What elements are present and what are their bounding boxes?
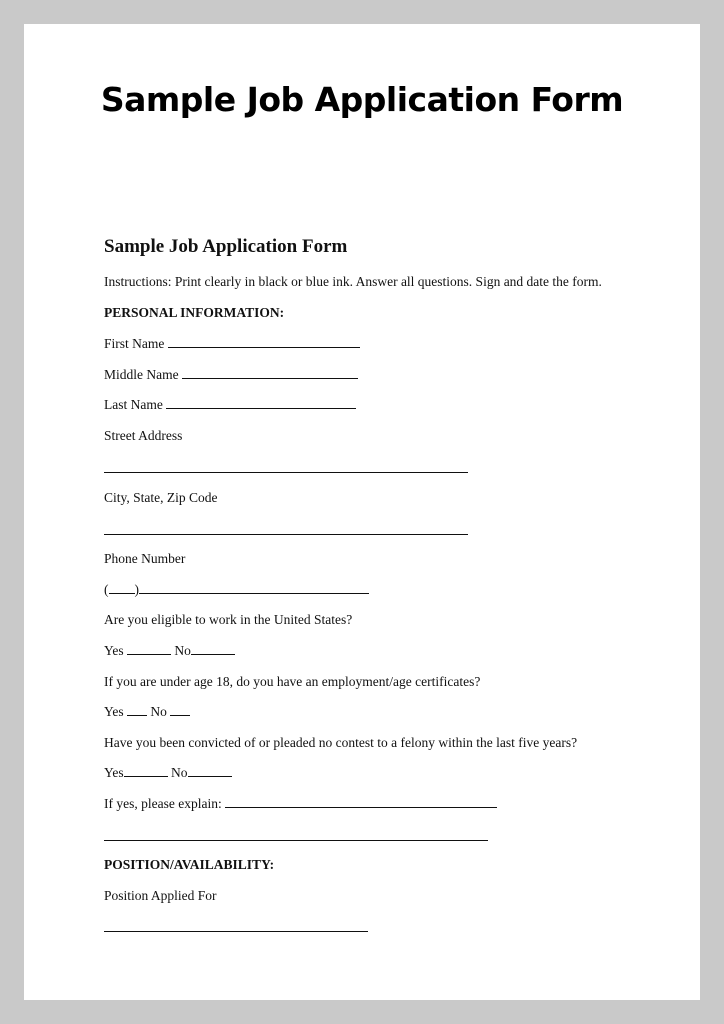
street-address-label: Street Address	[104, 428, 183, 443]
eligible-yes-field[interactable]	[127, 641, 171, 655]
felony-question: Have you been convicted of or pleaded no contest to a felony within the last five years?	[104, 735, 578, 750]
explain-field-continued[interactable]	[104, 840, 488, 841]
city-state-zip-label: City, State, Zip Code	[104, 490, 218, 505]
felony-no-label: No	[171, 765, 188, 780]
explain-row	[104, 794, 497, 814]
form-page	[24, 24, 700, 1000]
phone-number-row	[104, 580, 369, 600]
eligible-no-label: No	[174, 643, 191, 658]
eligible-question: Are you eligible to work in the United States?	[104, 612, 353, 627]
street-address-field[interactable]	[104, 472, 468, 473]
middle-name-label: Middle Name	[104, 367, 179, 382]
form-title: Sample Job Application Form	[104, 236, 348, 257]
last-name-row	[104, 395, 356, 415]
banner-title: Sample Job Application Form	[100, 80, 624, 119]
explain-field[interactable]	[225, 794, 497, 808]
under18-yes-field[interactable]	[127, 702, 147, 716]
personal-info-heading: PERSONAL INFORMATION:	[104, 305, 285, 320]
middle-name-field[interactable]	[182, 365, 358, 379]
under18-yes-label: Yes	[104, 704, 124, 719]
explain-label: If yes, please explain:	[104, 796, 222, 811]
eligible-answer-row	[104, 641, 235, 661]
area-code-field[interactable]	[109, 580, 135, 594]
position-availability-heading: POSITION/AVAILABILITY:	[104, 857, 275, 872]
under18-answer-row	[104, 702, 190, 722]
phone-number-field[interactable]	[139, 580, 369, 594]
first-name-field[interactable]	[168, 334, 360, 348]
phone-paren-open: (	[104, 582, 109, 597]
last-name-label: Last Name	[104, 397, 163, 412]
phone-paren-close: )	[134, 582, 139, 597]
felony-answer-row	[104, 763, 232, 783]
middle-name-row	[104, 365, 358, 385]
position-applied-field[interactable]	[104, 931, 368, 932]
last-name-field[interactable]	[166, 395, 356, 409]
first-name-row	[104, 334, 360, 354]
felony-yes-label: Yes	[104, 765, 124, 780]
felony-no-field[interactable]	[188, 763, 232, 777]
city-state-zip-field[interactable]	[104, 534, 468, 535]
instructions-text: Instructions: Print clearly in black or blue ink. Answer all questions. Sign and date the form.	[104, 274, 602, 289]
position-applied-label: Position Applied For	[104, 888, 217, 903]
eligible-yes-label: Yes	[104, 643, 124, 658]
under18-no-field[interactable]	[170, 702, 190, 716]
under18-no-label: No	[150, 704, 167, 719]
under18-question: If you are under age 18, do you have an employment/age certificates?	[104, 674, 481, 689]
phone-number-label: Phone Number	[104, 551, 186, 566]
first-name-label: First Name	[104, 336, 165, 351]
eligible-no-field[interactable]	[191, 641, 235, 655]
felony-yes-field[interactable]	[124, 763, 168, 777]
